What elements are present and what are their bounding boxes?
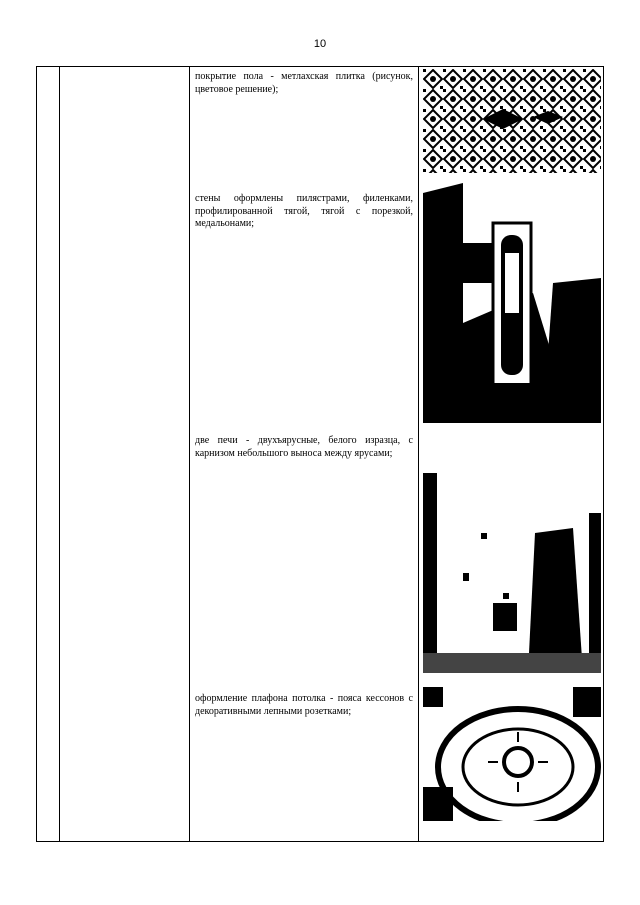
inventory-table: [36, 66, 604, 842]
column-divider: [418, 67, 419, 841]
description-floor: покрытие пола - метлахская плитка (рисунок, цветовое решение);: [195, 71, 413, 95]
column-divider: [189, 67, 190, 841]
description-ceiling: оформление плафона потолка - пояса кессонов с декоративными лепными розетками;: [195, 693, 413, 717]
tile-pattern-photo: [423, 69, 601, 173]
page-number: 10: [313, 38, 327, 50]
description-walls: стены оформлены пилястрами, филенками, профилированной тягой, тягой с порезкой, медальонами;: [195, 193, 413, 229]
column-divider: [59, 67, 60, 841]
wall-decor-photo: [423, 183, 601, 423]
description-stoves: две печи - двухъярусные, белого изразца, с карнизом небольшого выноса между ярусами;: [195, 435, 413, 459]
stoves-photo: [423, 473, 601, 673]
ceiling-rosette-photo: [423, 687, 601, 821]
